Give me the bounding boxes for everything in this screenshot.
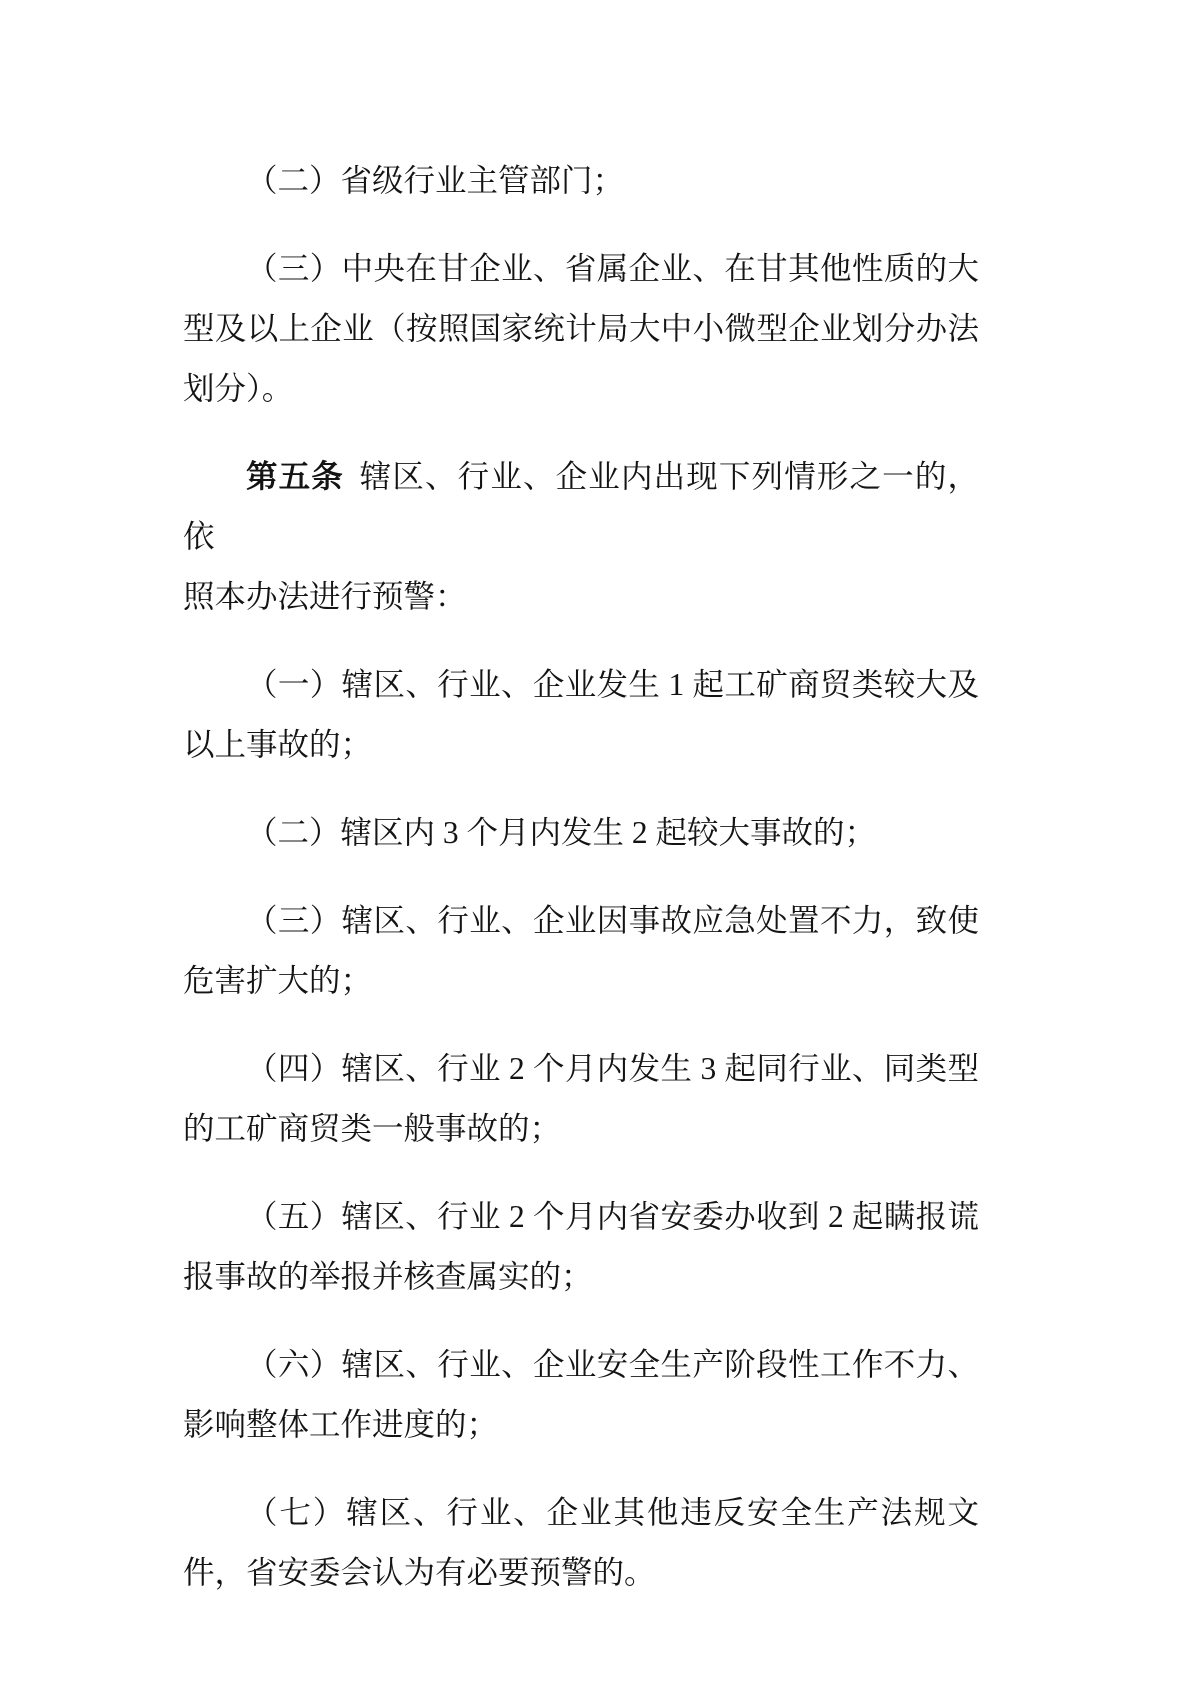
paragraph <box>183 239 979 419</box>
text-line: 件，省安委会认为有必要预警的。 <box>183 1555 656 1590</box>
text-line: （一）辖区、行业、企业发生 1 起工矿商贸类较大及 <box>246 667 979 702</box>
text-line: （三）中央在甘企业、省属企业、在甘其他性质的大 <box>246 251 979 286</box>
text-line: （三）辖区、行业、企业因事故应急处置不力，致使 <box>246 903 979 938</box>
text-line: 报事故的举报并核查属实的； <box>183 1259 593 1294</box>
article-text: 辖区、行业、企业内出现下列情形之一的，依 <box>183 459 979 554</box>
paragraph <box>183 151 979 211</box>
paragraph <box>183 803 979 863</box>
text-line: （二）省级行业主管部门； <box>246 163 625 198</box>
paragraph <box>183 1335 979 1455</box>
document-body <box>183 151 979 1603</box>
text-line: 危害扩大的； <box>183 963 373 998</box>
article-number: 第五条 <box>246 459 344 494</box>
text-line: （五）辖区、行业 2 个月内省安委办收到 2 起瞒报谎 <box>246 1199 979 1234</box>
paragraph <box>183 1187 979 1307</box>
paragraph <box>183 1483 979 1603</box>
text-line <box>183 447 979 567</box>
paragraph <box>183 655 979 775</box>
text-line: （二）辖区内 3 个月内发生 2 起较大事故的； <box>246 815 877 850</box>
paragraph <box>183 891 979 1011</box>
paragraph <box>183 1039 979 1159</box>
text-line: （六）辖区、行业、企业安全生产阶段性工作不力、 <box>246 1347 979 1382</box>
text-line: （七）辖区、行业、企业其他违反安全生产法规文 <box>246 1495 979 1530</box>
text-line: 的工矿商贸类一般事故的； <box>183 1111 562 1146</box>
text-line: 以上事故的； <box>183 727 373 762</box>
text-line: 划分）。 <box>183 371 294 406</box>
text-line: 影响整体工作进度的； <box>183 1407 499 1442</box>
text-line: 型及以上企业（按照国家统计局大中小微型企业划分办法 <box>183 311 979 346</box>
text-line: 照本办法进行预警： <box>183 579 467 614</box>
paragraph-article-5 <box>183 447 979 627</box>
text-line: （四）辖区、行业 2 个月内发生 3 起同行业、同类型 <box>246 1051 979 1086</box>
